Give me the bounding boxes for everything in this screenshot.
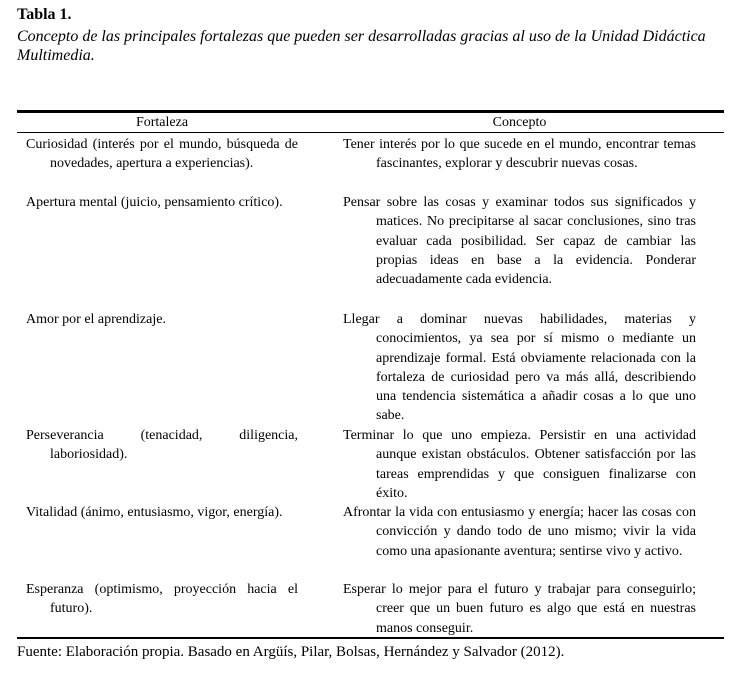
concepto-cell: Esperar lo mejor para el futuro y trabajar para conseguirlo; creer que un buen futuro es algo que está en nuestras manos conseguir. [343, 582, 696, 636]
fortaleza-cell: Perseverancia (tenacidad, diligencia, laboriosidad). [26, 428, 298, 463]
table-top-rule [17, 110, 724, 113]
concepto-cell: Terminar lo que uno empieza. Persistir en una actividad aunque existan obstáculos. Obtener satisfacción por las tareas emprendidas y que consiguen finalizarse con éxito. [343, 428, 696, 501]
concepto-cell: Llegar a dominar nuevas habilidades, materias y conocimientos, ya sea por sí mismo o mediante un aprendizaje formal. Está obviamente relacionada con la fortaleza de curiosidad pero va más allá, describiendo una tendencia sistemática a añadir cosas a lo que uno sabe. [343, 312, 696, 424]
fortaleza-cell: Apertura mental (juicio, pensamiento crítico). [26, 195, 283, 210]
concepto-cell: Afrontar la vida con entusiasmo y energía; hacer las cosas con convicción y dando todo de uno mismo; vivir la vida como una apasionante aventura; sentirse vivo y activo. [343, 505, 696, 559]
fortaleza-cell: Amor por el aprendizaje. [26, 312, 166, 327]
fortaleza-cell: Vitalidad (ánimo, entusiasmo, vigor, energía). [26, 505, 283, 520]
table-source-note: Fuente: Elaboración propia. Basado en Argüís, Pilar, Bolsas, Hernández y Salvador (2012). [17, 644, 565, 660]
table-label: Tabla 1. [17, 6, 72, 23]
fortaleza-cell: Esperanza (optimismo, proyección hacia el futuro). [26, 582, 298, 617]
table-bottom-rule [17, 637, 724, 639]
concepto-cell: Tener interés por lo que sucede en el mundo, encontrar temas fascinantes, explorar y descubrir nuevas cosas. [343, 137, 696, 172]
column-header-fortaleza: Fortaleza [135, 115, 189, 130]
table-header-rule [17, 132, 724, 133]
concepto-cell: Pensar sobre las cosas y examinar todos sus significados y matices. No precipitarse al sacar conclusiones, sino tras evaluar cada posibilidad. Ser capaz de cambiar las propias ideas en base a la evidencia. Ponderar adecuadamente cada evidencia. [343, 195, 696, 288]
column-header-concepto: Concepto [492, 115, 547, 130]
table-caption: Concepto de las principales fortalezas que pueden ser desarrolladas gracias al uso de la Unidad Didáctica Multimedia. [17, 28, 706, 64]
fortaleza-cell: Curiosidad (interés por el mundo, búsqueda de novedades, apertura a experiencias). [26, 137, 298, 172]
